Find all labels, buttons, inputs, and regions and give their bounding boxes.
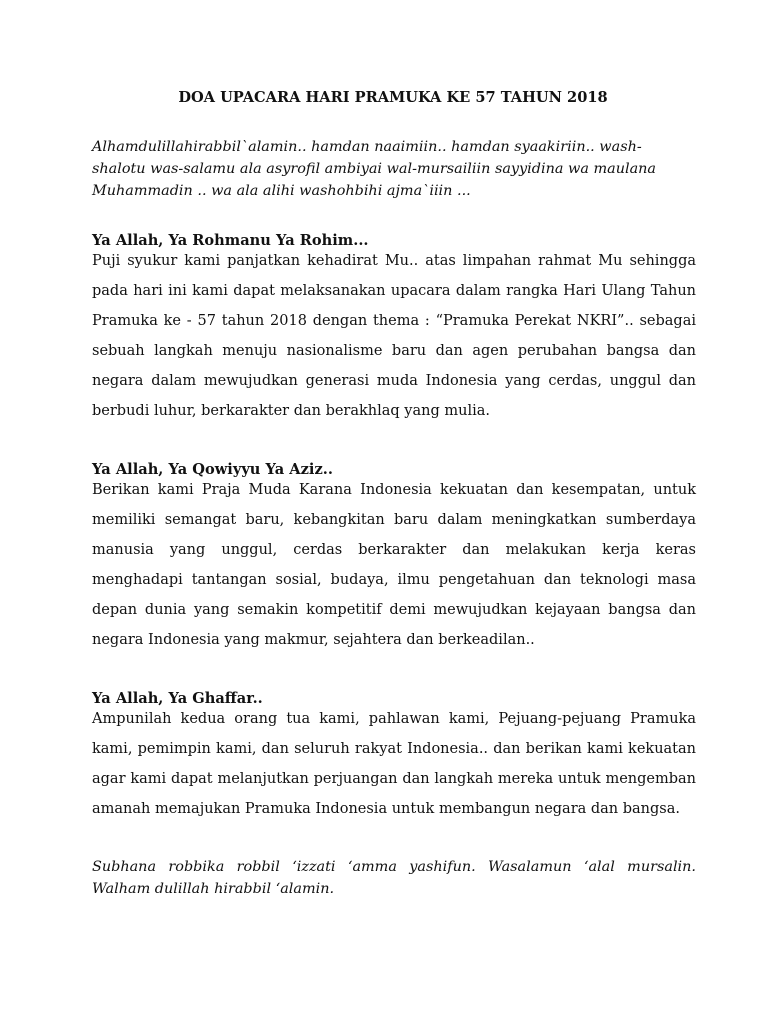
section-heading-rohim: Ya Allah, Ya Rohmanu Ya Rohim... (92, 232, 369, 249)
document-title: DOA UPACARA HARI PRAMUKA KE 57 TAHUN 2018 (178, 89, 608, 106)
opening-prayer: Alhamdulillahirabbil`alamin.. hamdan naaimiin.. hamdan syaakiriin.. wash-shalotu was-salamu ala asyrofil ambiyai wal-mursailiin sayyidina wa maulana Muhammadin .. wa ala alihi washohbihi ajma`iiin ... (92, 139, 657, 199)
section-body-ghaffar: Ampunilah kedua orang tua kami, pahlawan kami, Pejuang-pejuang Pramuka kami, pemimpin kami, dan seluruh rakyat Indonesia.. dan berikan kami kekuatan agar kami dapat melanjutkan perjuangan dan langkah mereka untuk mengemban amanah memajukan Pramuka Indonesia untuk membangun negara dan bangsa. (92, 711, 696, 817)
section-heading-aziz: Ya Allah, Ya Qowiyyu Ya Aziz.. (92, 461, 333, 478)
section-heading-ghaffar: Ya Allah, Ya Ghaffar.. (92, 690, 263, 707)
closing-prayer: Subhana robbika robbil ‘izzati ‘amma yashifun. Wasalamun ‘alal mursalin. Walham dulillah hirabbil ‘alamin. (92, 859, 696, 897)
section-body-rohim: Puji syukur kami panjatkan kehadirat Mu.. atas limpahan rahmat Mu sehingga pada hari ini kami dapat melaksanakan upacara dalam rangka Hari Ulang Tahun Pramuka ke - 57 tahun 2018 dengan thema : “Pramuka Perekat NKRI”.. sebagai sebuah langkah menuju nasionalisme baru dan agen perubahan bangsa dan negara dalam mewujudkan generasi muda Indonesia yang cerdas, unggul dan berbudi luhur, berkarakter dan berakhlaq yang mulia. (92, 253, 696, 419)
section-body-aziz: Berikan kami Praja Muda Karana Indonesia kekuatan dan kesempatan, untuk memiliki semangat baru, kebangkitan baru dalam meningkatkan sumberdaya manusia yang unggul, cerdas berkarakter dan melakukan kerja keras menghadapi tantangan sosial, budaya, ilmu pengetahuan dan teknologi masa depan dunia yang semakin kompetitif demi mewujudkan kejayaan bangsa dan negara Indonesia yang makmur, sejahtera dan berkeadilan.. (92, 482, 696, 648)
